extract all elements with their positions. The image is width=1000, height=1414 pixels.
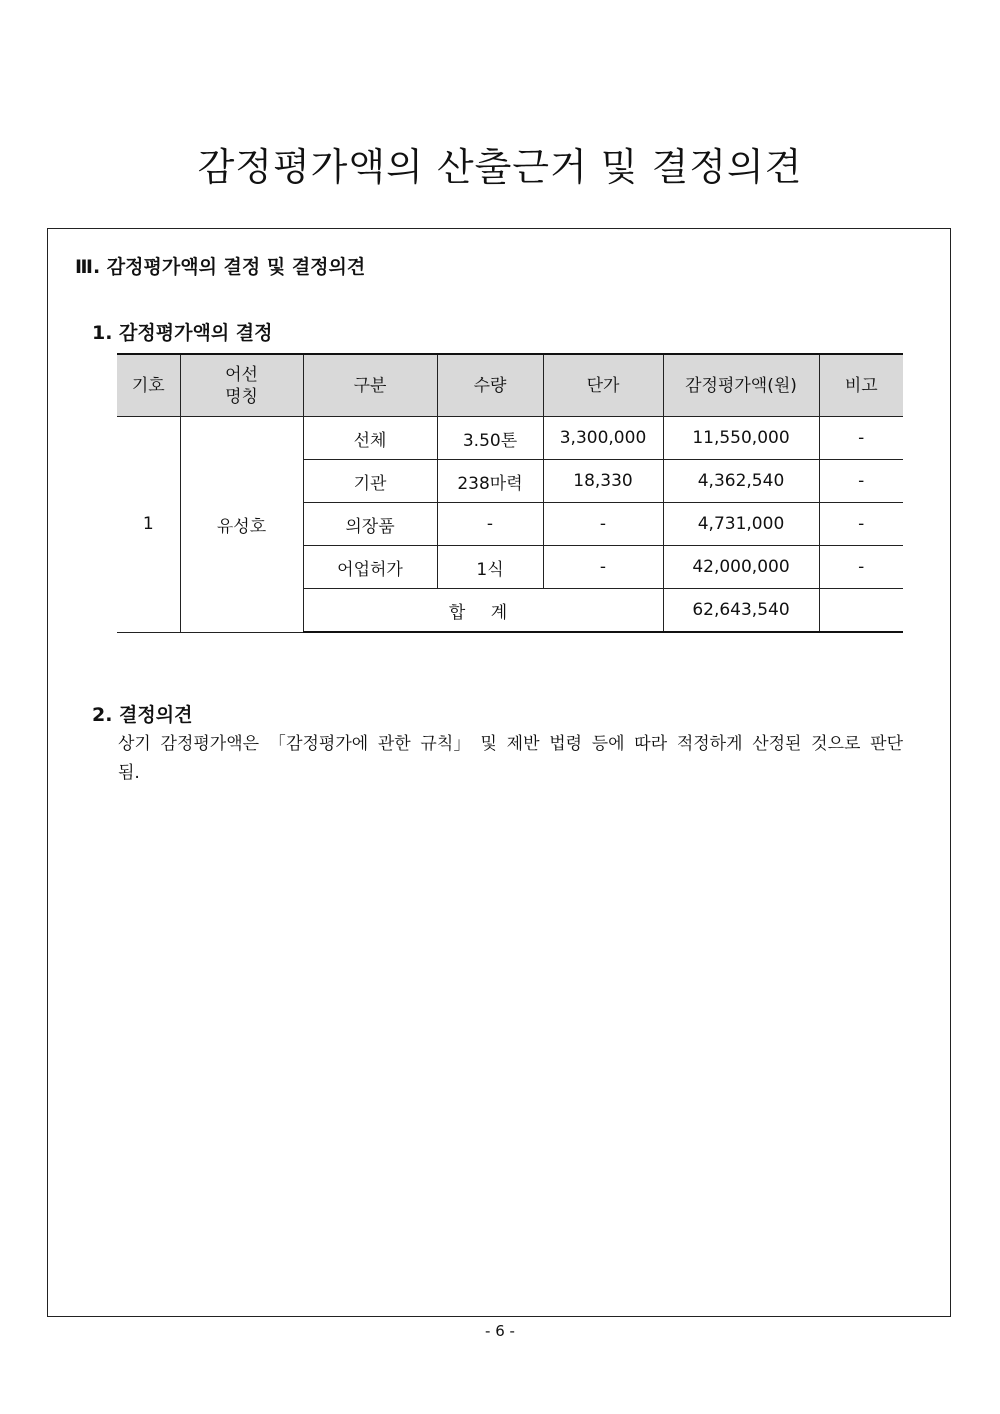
total-label: 합 계 [448,602,518,623]
cell-total-label [303,589,663,633]
cell-unit-price: 18,330 [543,460,663,503]
header-category: 구분 [303,354,437,417]
table-header-row [117,354,903,417]
header-amount: 감정평가액(원) [663,354,819,417]
cell-total-amount: 62,643,540 [663,589,819,633]
cell-total-remark [819,589,903,633]
cell-quantity: 238마력 [437,460,543,503]
cell-unit-price: - [543,546,663,589]
cell-category: 선체 [303,417,437,460]
cell-category: 의장품 [303,503,437,546]
header-vessel-name-line2: 명칭 [225,386,258,407]
cell-category: 기관 [303,460,437,503]
cell-quantity: - [437,503,543,546]
cell-quantity: 1식 [437,546,543,589]
valuation-table [117,353,903,633]
cell-quantity: 3.50톤 [437,417,543,460]
header-vessel-name-line1: 어선 [225,364,258,385]
cell-unit-price: 3,300,000 [543,417,663,460]
subsection-heading-valuation: 1. 감정평가액의 결정 [92,322,273,344]
header-vessel-name [180,354,303,417]
cell-vessel-name: 유성호 [180,417,303,633]
cell-unit-price: - [543,503,663,546]
cell-amount: 42,000,000 [663,546,819,589]
header-remark: 비고 [819,354,903,417]
header-quantity: 수량 [437,354,543,417]
section-heading: Ⅲ. 감정평가액의 결정 및 결정의견 [75,256,366,278]
cell-remark: - [819,546,903,589]
cell-remark: - [819,417,903,460]
subsection-heading-opinion: 2. 결정의견 [92,704,193,726]
cell-category: 어업허가 [303,546,437,589]
cell-amount: 4,731,000 [663,503,819,546]
table-row [117,417,903,460]
cell-no: 1 [117,417,180,633]
page-title: 감정평가액의 산출근거 및 결정의견 [197,145,803,189]
opinion-paragraph: 상기 감정평가액은 「감정평가에 관한 규칙」 및 제반 법령 등에 따라 적정하게 산정된 것으로 판단됨. [118,734,903,783]
cell-remark: - [819,503,903,546]
header-unit-price: 단가 [543,354,663,417]
page-number: - 6 - [485,1322,515,1340]
cell-amount: 11,550,000 [663,417,819,460]
header-no: 기호 [117,354,180,417]
cell-remark: - [819,460,903,503]
cell-amount: 4,362,540 [663,460,819,503]
